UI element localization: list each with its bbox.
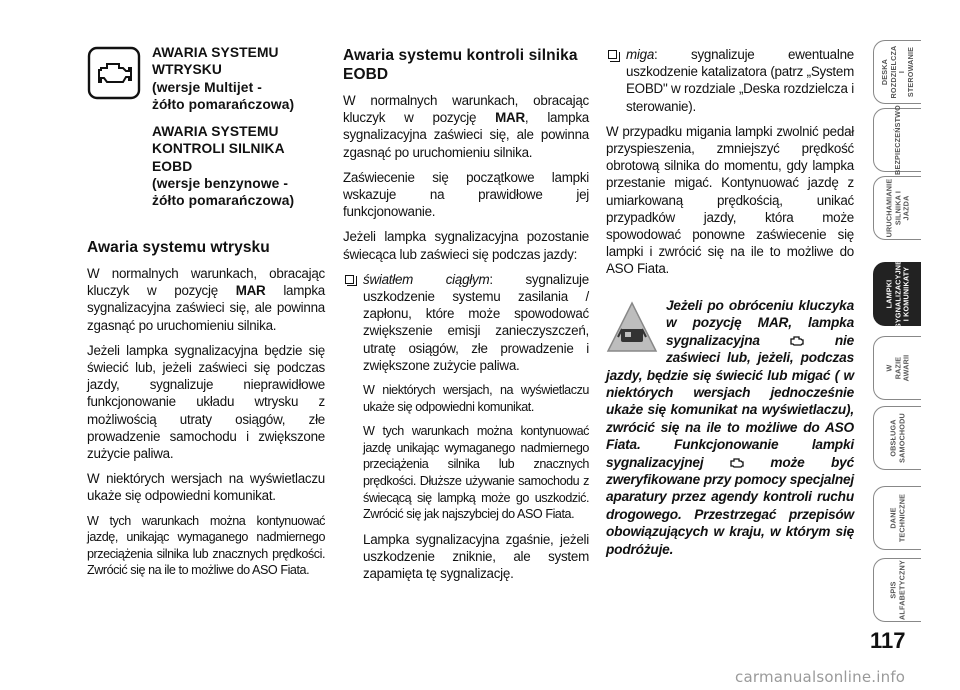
warning-text: Jeżeli po obróceniu kluczyka w pozycję MAR, lampka sygnalizacyjna nie zaświeci lub, jeżeli, podczas jazdy, będzie się świecić lub migać ( w niektórych wersjach jednocześnie ukaże się komunikat na wyświetlaczu), zwrócić się na ile to możliwe do ASO Fiata. Funkcjonowanie lampki sygnalizacyjnej może być zweryfikowane przy pomocy specjalnej aparatury przez agendy kontroli ruchu drogowego. Przestrzegać przepisów obowiązujących w kraju, w którym się podróżuje. — [606, 298, 854, 557]
title-injection-failure: AWARIA SYSTEMU WTRYSKU (wersje Multijet - żółto pomarańczowa) — [152, 45, 295, 112]
paragraph: W niektórych wersjach, na wyświetlaczu ukaże się odpowiedni komunikat. — [363, 383, 589, 414]
warning-light-titles — [152, 44, 332, 220]
paragraph: Zaświecenie się początkowe lampki wskazuje na prawidłowe jej funkcjonowanie. — [343, 169, 589, 220]
engine-icon — [790, 336, 804, 346]
list-item: światłem ciągłym: sygnalizuje uszkodzenie systemu zasilania / zapłonu, które może spowodować zwiększenie emisji zanieczyszczeń, utratę osiągów, złe prowadzenie i zwiększone zużycie paliwa. — [343, 271, 589, 374]
tab-lampki-sygnalizacyjne[interactable]: LAMPKI SYGNALIZACYJNE I KOMUNIKATY — [873, 262, 921, 326]
paragraph: W tych warunkach można kontynuować jazdę, unikając wymaganego nadmiernego przeciążenia silnika lub znacznych prędkości. Zwrócić się na ile to możliwe do ASO Fiata. — [87, 513, 325, 578]
warning-triangle-icon — [606, 301, 658, 357]
tab-dane-techniczne[interactable]: DANE TECHNICZNE — [873, 486, 921, 550]
section-heading-injection: Awaria systemu wtrysku — [87, 239, 270, 256]
bullet-box-icon — [345, 275, 354, 284]
watermark: carmanualsonline.info — [735, 668, 906, 686]
paragraph: W niektórych wersjach na wyświetlaczu ukaże się odpowiedni komunikat. — [87, 471, 325, 504]
paragraph: Jeżeli lampka sygnalizacyjna będzie się świecić lub, jeżeli zaświeci się podczas jazdy, sygnalizuje nieprawidłowe funkcjonowanie układu wtrysku z możliwością utraty osiągów, złe prowadzenie samochodu i zwiększone zużycie paliwa. — [87, 342, 325, 462]
title-eobd-failure: AWARIA SYSTEMU KONTROLI SILNIKA EOBD (wersje benzynowe - żółto pomarańczowa) — [152, 124, 295, 209]
column-2 — [343, 46, 589, 590]
page-number: 117 — [870, 628, 906, 653]
section-heading-eobd: Awaria systemu kontroli silnika EOBD — [343, 47, 578, 83]
column-1 — [87, 238, 325, 587]
paragraph: W normalnych warunkach, obracając kluczyk w pozycję MAR lampka sygnalizacyjna zaświeci się, ale powinna zgasnąć po uruchomieniu silnika. — [87, 266, 325, 333]
warning-note — [606, 297, 854, 558]
paragraph: W przypadku migania lampki zwolnić pedał przyspieszenia, zmniejszyć prędkość obrotową silnika do momentu, gdy lampka przestanie migać. Kontynuować jazdę z umiarkowaną prędkością, unikać przypadków jazdy, która może spowodować ponowne zaświecenie się lampki i zwrócić się na ile to możliwe do ASO Fiata. — [606, 123, 854, 277]
paragraph: W normalnych warunkach, obracając kluczyk w pozycję MAR, lampka sygnalizacyjna zaświeci się, ale powinna zgasnąć po uruchomieniu silnika. — [343, 93, 589, 160]
engine-warning-icon — [87, 46, 141, 104]
tab-deska-rozdzielcza[interactable]: DESKA ROZDZIELCZA I STEROWANIE — [873, 40, 921, 104]
paragraph: W tych warunkach można kontynuować jazdę unikając wymaganego nadmiernego przeciążenia silnika lub znacznych prędkości. Dłuższe używanie samochodu z świecącą się lampką może go uszkodzić. Zwrócić się jak najszybciej do ASO Fiata. — [363, 424, 589, 522]
paragraph: Lampka sygnalizacyjna zgaśnie, jeżeli uszkodzenie zniknie, ale system zapamięta tę sygnalizację. — [363, 531, 589, 582]
tab-uruchamianie[interactable]: URUCHAMIANIE SILNIKA I JAZDA — [873, 176, 921, 240]
tab-obsluga[interactable]: OBSŁUGA SAMOCHODU — [873, 406, 921, 470]
column-3 — [606, 46, 854, 286]
tab-w-razie-awarii[interactable]: W RAZIE AWARII — [873, 336, 921, 400]
list-item: miga: sygnalizuje ewentualne uszkodzenie katalizatora (patrz „System EOBD" w rozdziale „Deska rozdzielcza i sterowanie). — [606, 46, 854, 115]
tab-spis-alfabetyczny[interactable]: SPIS ALFABETYCZNY — [873, 558, 921, 622]
tab-bezpieczenstwo[interactable]: BEZPIECZEŃSTWO — [873, 108, 921, 172]
paragraph: Jeżeli lampka sygnalizacyjna pozostanie świecąca lub zaświeci się podczas jazdy: — [343, 229, 589, 262]
bullet-box-icon — [608, 50, 617, 59]
engine-icon — [730, 458, 744, 468]
